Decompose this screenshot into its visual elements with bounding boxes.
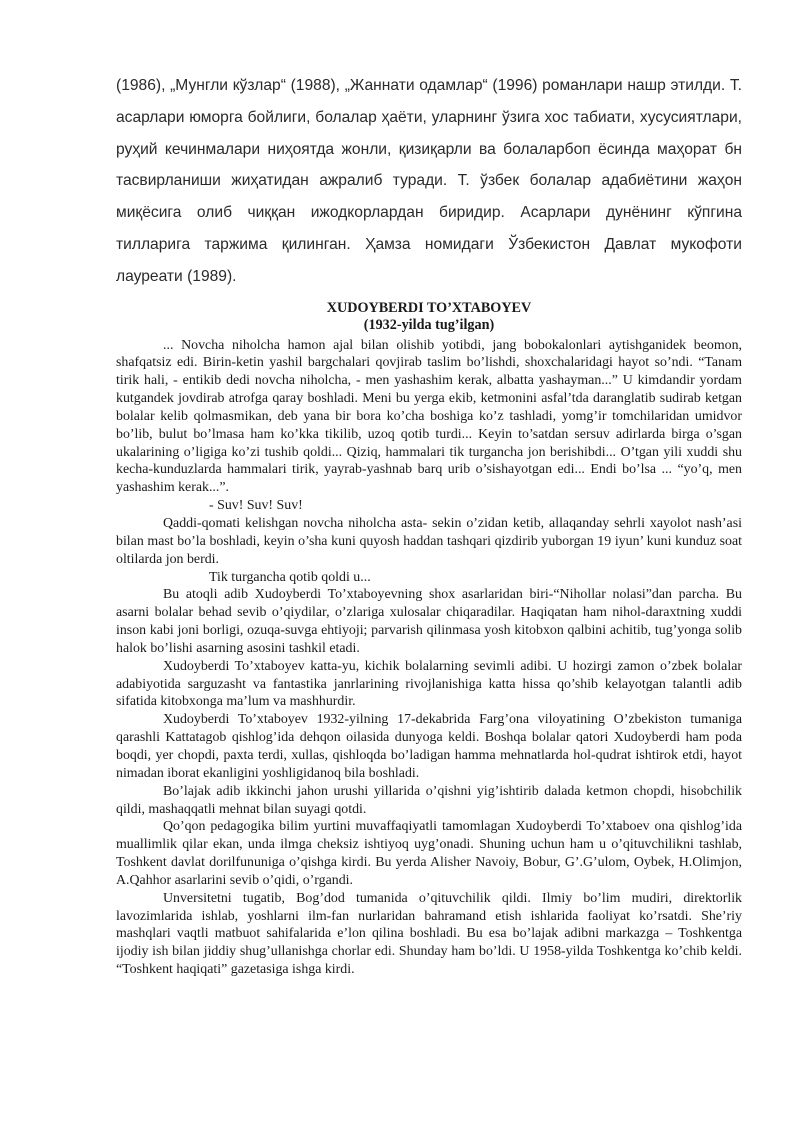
document-page <box>116 70 742 979</box>
body-paragraph: ... Novcha niholcha hamon ajal bilan olishib yotibdi, jang bobokalonlari aytishganidek beomon, shafqatsiz edi. Birin-ketin yashil bargchalari qovjirab taslim bo’lishdi, shoxchalaridagi hayot so’ndi. “Tanam tirik hali, - entikib dedi novcha niholcha, - men yashashim kerak, albatta yashayman...” U kimdandir yordam kutgandek jovdirab atrofga qaray boshladi. Meni bu yerga ekib, ketmonini asfal’tda daranglatib sudirab ketgan bolalar kelib qolmasmikan, deb yana bir bora ko’cha boshiga ko’z tashladi, yomg’ir tomchilaridan umidvor bo’lib, bulut bo’lmasa ham ko’kka tikilib, uzoq qotib turdi... Keyin to’satdan sersuv adirlarda birga o’sgan ukalarining o’ligiga ko’zi tushib qoldi... Qiziq, hammalari tik turgancha jon berishibdi... O’tgan yili xuddi shu kecha-kunduzlarda hammalari tirik, yayrab-yashnab barq urib o’sishayotgan edi... Endi bo’lsa ... “yo’q, men yashashim kerak...”. <box>116 337 742 496</box>
author-name-heading: XUDOYBERDI TO’XTABOYEV <box>326 299 532 316</box>
intro-paragraph: (1986), „Мунгли кўзлар“ (1988), „Жаннати одамлар“ (1996) романлари нашр этилди. Т. асарлари юморга бойлиги, болалар ҳаёти, уларнинг ўзига хос табиати, хусусиятлари, руҳий кечинмалари ниҳоятда жонли, қизиқарли ва болаларбоп ёсинда маҳорат бн тасвирланиши жиҳатидан ажралиб туради. Т. ўзбек болалар адабиётини жаҳон миқёсига олиб чиққан ижодкорлардан биридир. Асарлари дунёнинг кўпгина тилларига таржима қилинган. Ҳамза номидаги Ўзбекистон Давлат мукофоти лауреати (1989). <box>116 77 742 285</box>
body-paragraph: Xudoyberdi To’xtaboyev 1932-yilning 17-dekabrida Farg’ona viloyatining O’zbekiston tumaniga qarashli Kattatagob qishlog’ida dehqon oilasida dunyoga keldi. Boshqa bolalar qatori Xudoyberdi ham poda boqdi, yer chopdi, paxta terdi, xullas, qishloqda bo’ladigan hamma mehnatlarda hol-qudrat ishtirok etdi, hayot nimadan iborat ekanligini yoshligidanoq bila boshladi. <box>116 712 742 781</box>
intro-section <box>116 70 742 293</box>
body-paragraph: Xudoyberdi To’xtaboyev katta-yu, kichik bolalarning sevimli adibi. U hozirgi zamon o’zbek bolalar adabiyotida sarguzasht va fantastika janrlarining rivojlanishiga katta hissa qo’shib kelayotgan talantli adib sifatida kitobxonga ma’lum va mashhurdir. <box>116 658 742 710</box>
body-paragraph: Qo’qon pedagogika bilim yurtini muvaffaqiyatli tamomlagan Xudoyberdi To’xtaboev ona qishlog’ida muallimlik qilar ekan, unda ilmga cheksiz ishtiyoq uyg’onadi. Shuning uchun ham u o’qituvchilikni tashlab, Toshkent davlat dorilfununiga o’qishga kirdi. Bu yerda Alisher Navoiy, Bobur, G’.G’ulom, Oybek, H.Olimjon, A.Qahhor asarlarini sevib o’qidi, o’rgandi. <box>116 819 742 888</box>
article-body <box>116 337 742 979</box>
body-paragraph: - Suv! Suv! Suv! <box>209 498 303 514</box>
body-paragraph: Bo’lajak adib ikkinchi jahon urushi yillarida o’qishni yig’ishtirib dalada ketmon chopdi, hisobchilik qildi, mashaqqatli mehnat bilan suyagi qotdi. <box>116 783 742 817</box>
body-paragraph: Qaddi-qomati kelishgan novcha niholcha asta- sekin o’zidan ketib, allaqanday sehrli xayolot nash’asi bilan mast bo’la boshladi, keyin o’sha kuni quyosh haddan tashqari qizdirib yuborgan 19 iyun’ kuni kunduz soat oltilarda jon berdi. <box>116 516 742 567</box>
body-paragraph: Unversitetni tugatib, Bog’dod tumanida o’qituvchilik qildi. Ilmiy bo’lim mudiri, direktorlik lavozimlarida ishlab, yoshlarni ilm-fan nurlaridan bahramand etish ishlarida faoliyat ko’rsatdi. She’riy mashqlari vaqtli matbuot sahifalarida e’lon qilina boshladi. Bu esa bo’lajak adibni markazga – Toshkentga ijodiy ish bilan jiddiy shug’ullanishga chorlar edi. Shunday ham bo’ldi. U 1958-yilda Toshkentga ko’chib keldi. “Toshkent haqiqati” gazetasiga ishga kirdi. <box>116 890 742 978</box>
body-paragraph: Tik turgancha qotib qoldi u... <box>209 569 371 585</box>
body-paragraph: Bu atoqli adib Xudoyberdi To’xtaboyevning shox asarlaridan biri-“Nihollar nolasi”dan parcha. Bu asarni bolalar behad sevib o’qiydilar, o’zlariga xulosalar chiqaradilar. Haqiqatan ham nihol-daraxtning xuddi inson kabi joni borligi, ozuqa-suvga ehtiyoji; parvarish qilinmasa yosh kitobxon qalbini achitib, tug’yonga solib halok bo’lishi asarning asosini tashkil etadi. <box>116 587 742 656</box>
author-years-subheading: (1932-yilda tug’ilgan) <box>363 316 495 333</box>
